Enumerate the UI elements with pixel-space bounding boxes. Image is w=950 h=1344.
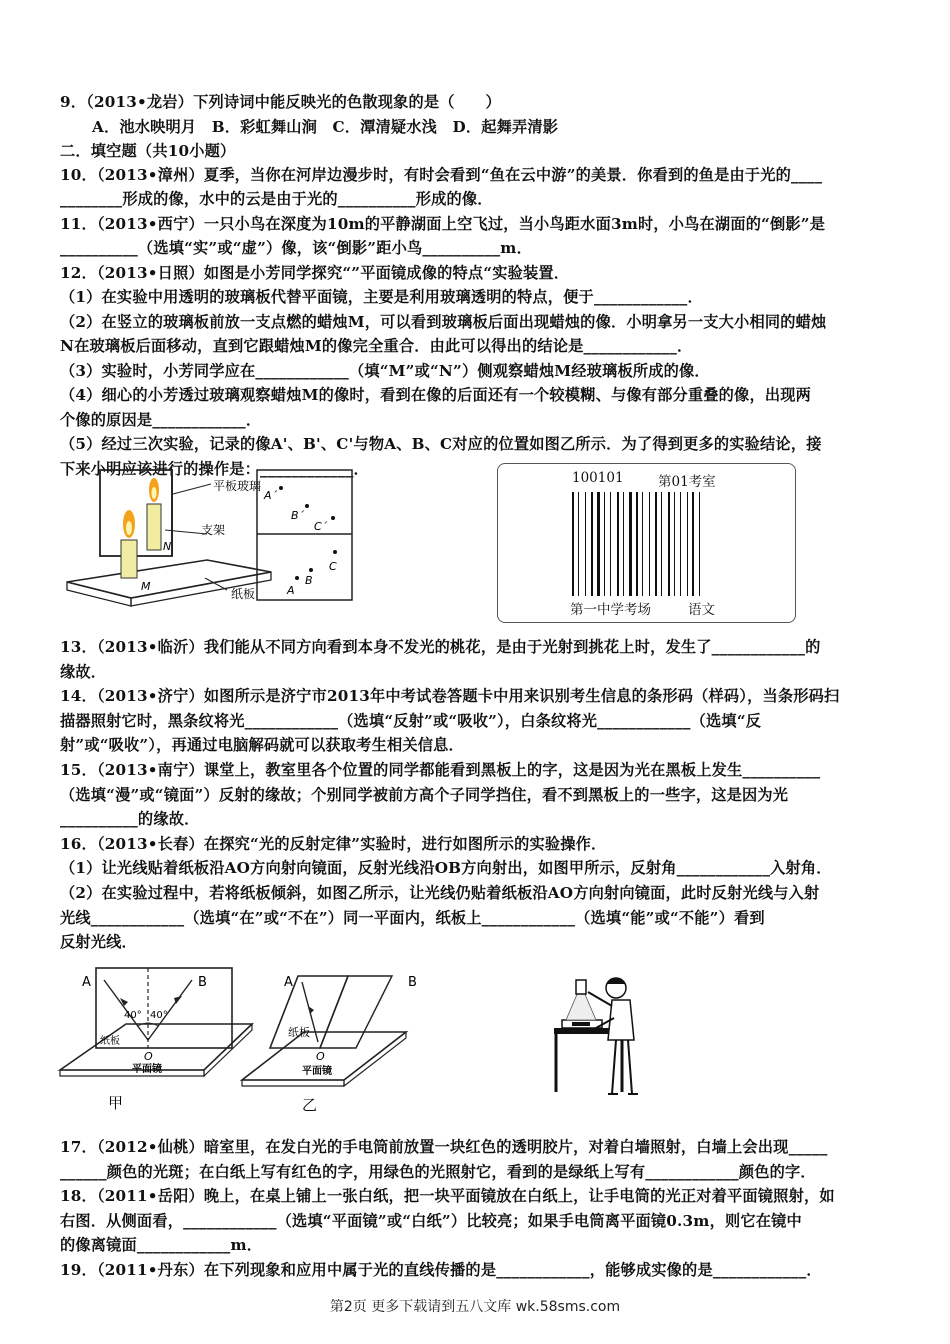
barcode-stripe <box>604 492 605 596</box>
point-c: C <box>329 560 337 573</box>
fig-jia-angle1: 40° <box>124 1010 142 1021</box>
q9-options: A．池水映明月 B．彩虹舞山涧 C．潭清疑水浅 D．起舞弄清影 <box>92 118 559 136</box>
q9-stem: 9．（2013•龙岩）下列诗词中能反映光的色散现象的是（ ） <box>60 93 501 111</box>
q15-line2: （选填“漫”或“镜面”）反射的缘故；个别同学被前方高个子同学挡住，看不到黑板上的一些字，这是因为光 <box>60 786 789 804</box>
barcode-stripe <box>610 492 611 596</box>
barcode-stripe <box>674 492 675 596</box>
barcode-stripe <box>687 492 688 596</box>
candle-mirror-figure <box>55 464 365 614</box>
q10-line2: ________形成的像，水中的云是由于光的__________形成的像． <box>60 190 493 208</box>
q16-part2-line3: 反射光线． <box>60 933 137 951</box>
fig-yi-a: A <box>284 975 293 990</box>
q12-stem: 12．（2013•日照）如图是小芳同学探究“”平面镜成像的特点“实验装置． <box>60 264 570 282</box>
q13-line1: 13．（2013•临沂）我们能从不同方向看到本身不发光的桃花，是由于光射到挑花上时，发生了____________的 <box>60 638 821 656</box>
fig-jia-paper: 纸板 <box>100 1036 120 1047</box>
q18-line1: 18．（2011•岳阳）晚上，在桌上铺上一张白纸，把一块平面镜放在白纸上，让手电筒的光正对着平面镜照射，如 <box>60 1187 835 1205</box>
barcode-stripe <box>597 492 600 596</box>
barcode-stripe <box>629 492 632 596</box>
barcode-number: 100101 <box>572 470 624 486</box>
q13-line2: 缘故． <box>60 663 107 681</box>
q12-part5-line1: （5）经过三次实验，记录的像A'、B'、C'与物A、B、C对应的位置如图乙所示．为了得到更多的实验结论，接 <box>60 435 822 453</box>
page-footer: 第2页 更多下载请到五八文库 wk.58sms.com <box>329 1299 621 1315</box>
point-b-prime: B´ <box>291 509 305 522</box>
barcode-stripe <box>655 492 657 596</box>
fig-yi-mirror: 平面镜 <box>302 1066 332 1077</box>
fig-yi-label: 乙 <box>302 1096 318 1114</box>
fig-yi-b: B <box>408 975 417 990</box>
q12-part2-line2: N在玻璃板后面移动，直到它跟蜡烛M的像完全重合．由此可以得出的结论是____________． <box>60 337 693 355</box>
fig-jia-angle2: 40° <box>150 1010 168 1021</box>
q16-part1: （1）让光线贴着纸板沿AO方向射向镜面，反射光线沿OB方向射出，如图甲所示，反射角____________入射角． <box>60 859 832 877</box>
candle-n-label: N <box>163 540 172 553</box>
barcode-subject: 语文 <box>688 602 715 618</box>
barcode-stripe <box>699 492 700 596</box>
fig-jia-mirror: 平面镜 <box>132 1064 162 1075</box>
q17-line2: ______颜色的光斑；在白纸上写有红色的字，用绿色的光照射它，看到的是绿纸上写有____________颜色的字． <box>60 1163 816 1181</box>
barcode-school: 第一中学考场 <box>570 602 651 618</box>
flashlight-person-figure <box>554 978 638 1094</box>
barcode-stripe <box>591 492 593 596</box>
q11-line2: __________（选填“实”或“虚”）像，该“倒影”距小鸟__________m． <box>60 239 532 257</box>
barcode-stripe <box>623 492 624 596</box>
barcode-stripe <box>668 492 670 596</box>
q12-part5-line2: 下来小明应该进行的操作是：____________． <box>60 460 369 478</box>
q12-part4-line2: 个像的原因是____________． <box>60 411 262 429</box>
q16-part2-line1: （2）在实验过程中，若将纸板倾斜，如图乙所示，让光线仍贴着纸板沿AO方向射向镜面，此时反射光线与入射 <box>60 884 820 902</box>
q17-line1: 17．（2012•仙桃）暗室里，在发白光的手电筒前放置一块红色的透明胶片，对着白墙照射，白墙上会出现_____ <box>60 1138 828 1156</box>
point-a-prime: A´ <box>264 489 278 502</box>
barcode-bars <box>570 492 722 596</box>
section-title: 二．填空题（共10小题） <box>60 142 236 160</box>
q14-line2: 描器照射它时，黑条纹将光____________（选填“反射”或“吸收”），白条纹将光____________（选填“反 <box>60 712 762 730</box>
barcode-stripe <box>636 492 638 596</box>
q12-part1: （1）在实验中用透明的玻璃板代替平面镜，主要是利用玻璃透明的特点，便于____________． <box>60 288 703 306</box>
barcode-stripe <box>642 492 643 596</box>
fig-yi-o: O <box>316 1050 325 1063</box>
fig-jia-b: B <box>198 975 207 990</box>
point-c-prime: C´ <box>314 520 328 533</box>
barcode-stripe <box>578 492 579 596</box>
fig-jia-o: O <box>144 1050 153 1063</box>
barcode-stripe <box>572 492 574 596</box>
point-a: A <box>287 584 295 597</box>
q10-line1: 10．（2013•漳州）夏季，当你在河岸边漫步时，有时会看到“鱼在云中游”的美景．你看到的鱼是由于光的____ <box>60 166 823 184</box>
q19: 19．（2011•丹东）在下列现象和应用中属于光的直线传播的是____________，能够成实像的是____________． <box>60 1261 822 1279</box>
q15-line1: 15．（2013•南宁）课堂上，教室里各个位置的同学都能看到黑板上的字，这是因为光在黑板上发生__________ <box>60 761 821 779</box>
barcode-stripe <box>585 492 586 596</box>
q16-stem: 16．（2013•长春）在探究“光的反射定律”实验时，进行如图所示的实验操作． <box>60 835 607 853</box>
support-label: 支架 <box>201 523 226 537</box>
fig-yi-paper: 纸板 <box>288 1026 310 1039</box>
q12-part2-line1: （2）在竖立的玻璃板前放一支点燃的蜡烛M，可以看到玻璃板后面出现蜡烛的像．小明拿另一支大小相同的蜡烛 <box>60 313 827 331</box>
barcode-stripe <box>617 492 619 596</box>
q18-line2: 右图．从侧面看，____________（选填“平面镜”或“白纸”）比较亮；如果手电筒离平面镜0.3m，则它在镜中 <box>60 1212 802 1230</box>
barcode-room: 第01考室 <box>658 474 716 490</box>
barcode-stripe <box>680 492 681 596</box>
q15-line3: __________的缘故． <box>60 810 200 828</box>
candle-m-label: M <box>141 580 151 593</box>
q12-part4-line1: （4）细心的小芳透过玻璃观察蜡烛M的像时，看到在像的后面还有一个较模糊、与像有部分重叠的像，出现两 <box>60 386 811 404</box>
q11-line1: 11．（2013•西宁）一只小鸟在深度为10m的平静湖面上空飞过，当小鸟距水面3m时，小鸟在湖面的“倒影”是 <box>60 215 826 233</box>
q16-part2-line2: 光线____________（选填“在”或“不在”）同一平面内，纸板上____________（选填“能”或“不能”）看到 <box>60 909 765 927</box>
q12-part3: （3）实验时，小芳同学应在____________（填“M”或“N”）侧观察蜡烛M经玻璃板所成的像． <box>60 362 710 380</box>
glass-label: 平板玻璃 <box>213 479 262 493</box>
barcode-stripe <box>692 492 694 596</box>
q14-line1: 14．（2013•济宁）如图所示是济宁市2013年中考试卷答题卡中用来识别考生信息的条形码（样码），当条形码扫 <box>60 687 840 705</box>
reflection-figures <box>56 962 676 1120</box>
fig-jia-a: A <box>82 975 91 990</box>
barcode-stripe <box>661 492 662 596</box>
q14-line3: 射”或“吸收”），再通过电脑解码就可以获取考生相关信息． <box>60 736 464 754</box>
q18-line3: 的像离镜面____________m． <box>60 1236 263 1254</box>
paper-label: 纸板 <box>231 587 256 601</box>
fig-jia-label: 甲 <box>108 1094 124 1112</box>
point-b: B <box>305 574 313 587</box>
barcode-card <box>497 463 796 623</box>
barcode-stripe <box>649 492 650 596</box>
